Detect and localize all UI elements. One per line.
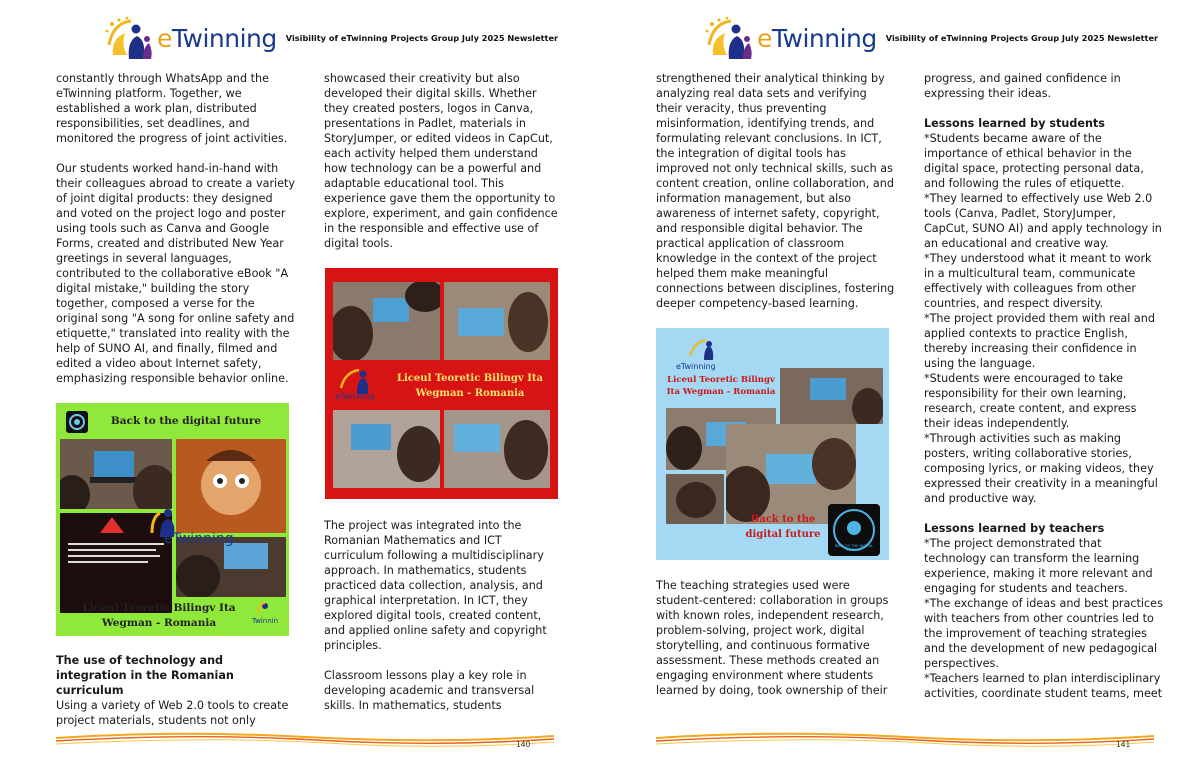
newsletter-title: Visibility of eTwinning Projects Group July 2025 Newsletter — [885, 33, 1159, 43]
etwinning-logo-icon — [103, 15, 155, 61]
header — [703, 14, 1158, 62]
paragraph: Using a variety of Web 2.0 tools to create project materials, students not only — [56, 699, 289, 727]
list-item: *They learned to effectively use Web 2.0 tools (Canva, Padlet, StoryJumper, CapCut, SUNO AI) and apply technology in an educational and creative way. — [924, 192, 1162, 250]
left-column-1 — [56, 71, 296, 386]
list-item: *Teachers learned to plan interdisciplinary activities, coordinate student teams, meet — [924, 672, 1163, 700]
list-item: *The exchange of ideas and best practices with teachers from other countries led to the improvement of teaching strategies and the development of new pedagogical perspectives. — [924, 597, 1163, 670]
digital-future-badge-icon: BACK TO THE DIGITAL FUTURE — [828, 504, 880, 556]
back-to-future-label: Back to the digital future — [745, 514, 821, 540]
list-item: *The project demonstrated that technology can transform the learning experience, making it more relevant and engaging for students and teachers. — [924, 537, 1153, 595]
classroom-photo — [333, 410, 440, 488]
footer-swoosh — [656, 728, 1154, 750]
red-collage-image — [325, 268, 558, 499]
classroom-photo — [444, 282, 550, 360]
section-heading: Lessons learned by teachers — [924, 522, 1105, 535]
school-name: Liceul Teoretic Bilingv Ita Wegman - Romania — [82, 602, 236, 629]
classroom-photo — [666, 474, 724, 524]
school-name: Liceul Teoretic Bilingv Ita Wegman - Romania — [666, 375, 776, 397]
page-right — [600, 0, 1200, 776]
etwinning-logo-icon — [703, 15, 755, 61]
watermark-text: eTwinning — [164, 531, 234, 547]
etwinning-logo-icon: eTwinning — [676, 336, 736, 372]
brand-name: eTwinning — [157, 23, 277, 53]
brand-name: eTwinning — [757, 23, 877, 53]
paragraph: Our students worked hand-in-hand with their colleagues abroad to create a variety of joint digital products: they designed and voted on the project logo and poster using tools such as Canva and Google Forms, created and distributed New Year greetings in several languages, contributed to the collaborative eBook "A digital mistake," building the story together, composed a verse for the original song "A song for online safety and etiquette," translated into reality with the help of SUNO AI, and finally, filmed and edited a video about Internet safety, emphasizing responsible behavior online. — [56, 162, 296, 385]
list-item: *Students became aware of the importance of ethical behavior in the digital space, protecting personal data, and following the rules of etiquette. — [924, 132, 1144, 190]
paragraph: progress, and gained confidence in expressing their ideas. — [924, 72, 1121, 100]
list-item: *They understood what it meant to work in a multicultural team, communicate effectively with colleagues from other countries, and respect diversity. — [924, 252, 1152, 310]
left-column-1-bottom — [56, 653, 296, 728]
paragraph: showcased their creativity but also developed their digital skills. Whether they created posters, logos in Canva, presentations in Padlet, materials in StoryJumper, or edited videos in CapCut, each activity helped them understand how technology can be a powerful and adaptable educational tool. This experience gave them the opportunity to explore, experiment, and gain confidence in the responsible and effective use of digital tools. — [324, 72, 558, 250]
qr-badge-icon — [66, 411, 88, 433]
classroom-photo — [780, 368, 883, 424]
left-column-2-bottom — [324, 518, 564, 713]
page-number: 140 — [516, 740, 531, 749]
paragraph: The teaching strategies used were student-centered: collaboration in groups with known roles, independent research, problem-solving, project work, digital storytelling, and continuous formative assessment. These methods created an engaging environment where students learned by doing, took ownership of their — [656, 579, 889, 697]
section-heading: Lessons learned by students — [924, 117, 1105, 130]
classroom-photo — [333, 282, 440, 360]
list-item: *The project provided them with real and applied contexts to practice English, thereby increasing their confidence in using the language. — [924, 312, 1155, 370]
footer-swoosh — [56, 728, 554, 750]
paragraph: constantly through WhatsApp and the eTwinning platform. Together, we established a work plan, distributed responsibilities, set deadlines, and monitored the progress of joint activities. — [56, 72, 288, 145]
right-column-2 — [924, 71, 1164, 701]
newsletter-title: Visibility of eTwinning Projects Group July 2025 Newsletter — [285, 33, 559, 43]
page-number: 141 — [1116, 740, 1131, 749]
paragraph: The project was integrated into the Romanian Mathematics and ICT curriculum following a multidisciplinary approach. In mathematics, students practiced data collection, analysis, and graphical interpretation. In ICT, they explored digital tools, created content, and applied online safety and copyright principles. — [324, 519, 547, 652]
list-item: *Through activities such as making posters, writing collaborative stories, composing lyrics, or making videos, they expressed their creativity in a meaningful and productive way. — [924, 432, 1158, 505]
school-name: Liceul Teoretic Bilingv Ita Wegman - Romania — [397, 373, 543, 399]
green-collage-image — [56, 403, 289, 636]
section-heading: The use of technology and integration in the Romanian curriculum — [56, 654, 234, 697]
list-item: *Students were encouraged to take responsibility for their own learning, research, create content, and express their ideas independently. — [924, 372, 1137, 430]
right-column-1-bottom — [656, 578, 896, 698]
header — [103, 14, 558, 62]
right-column-1 — [656, 71, 896, 311]
classroom-photo — [444, 410, 550, 488]
etwinning-logo-icon: eTwinning — [335, 364, 385, 402]
paragraph: strengthened their analytical thinking by analyzing real data sets and verifying their veracity, thus preventing misinformation, identifying trends, and formulating relevant conclusions. In ICT, the integration of digital tools has improved not only technical skills, such as content creation, online collaboration, and information management, but also awareness of internet safety, copyright, and responsible digital behavior. The practical application of classroom knowledge in the context of the project helped them make meaningful connections between disciplines, fostering deeper competency-based learning. — [656, 72, 895, 310]
left-column-2 — [324, 71, 564, 251]
paragraph: Classroom lessons play a key role in developing academic and transversal skills. In mathematics, students — [324, 669, 535, 712]
collage-title: Back to the digital future — [110, 415, 262, 427]
corner-logo: Twinnin — [246, 601, 284, 625]
blue-collage-image — [656, 328, 889, 560]
